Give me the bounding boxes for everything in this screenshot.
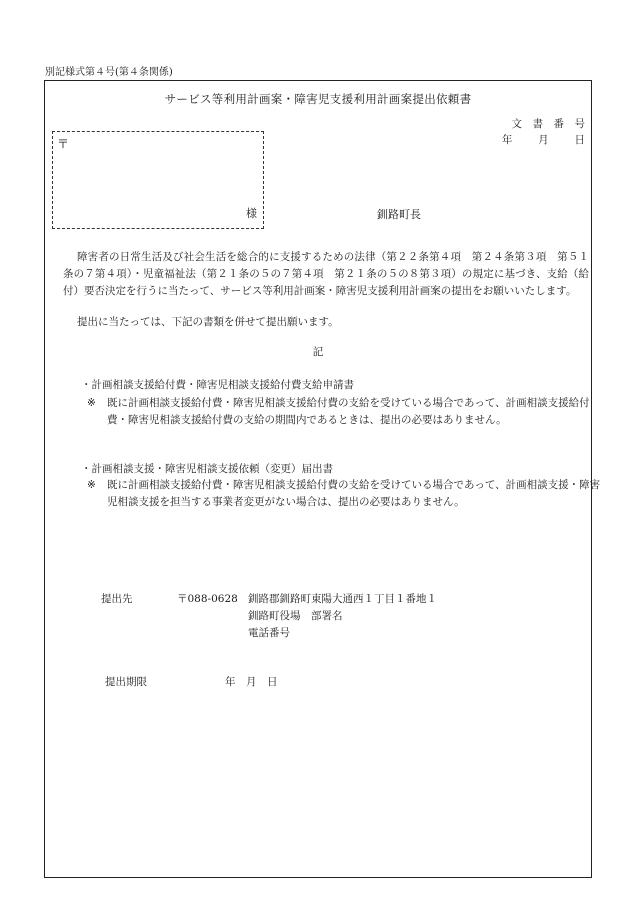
postal-mark-icon: 〒 bbox=[57, 137, 70, 151]
deadline-date: 年 月 日 bbox=[225, 676, 278, 688]
item-note-text: 既に計画相談支援給付費・障害児相談支援給付費の支給を受けている場合であって、計画相談支援・障害児相談支援を担当する事業者変更がない場合は、提出の必要はありません。 bbox=[107, 479, 601, 508]
item-heading-application: ・計画相談支援給付費・障害児相談支援給付費支給申請書 bbox=[81, 379, 354, 391]
request-paragraph: 障害者の日常生活及び社会生活を総合的に支援するための法律（第２２条第４項 第２４条第３項 第５１条の７第４項）・児童福祉法（第２１条の５の７第４項 第２１条の５の８第３項）の規定に基づき、支給（給付）要否決定を行うに当たって、サービス等利用計画案・障害児支援利用計画案の提出をお願いいたします。 bbox=[63, 251, 589, 297]
deadline-label: 提出期限 bbox=[105, 676, 147, 688]
attachment-instruction: 提出に当たっては、下記の書類を併せて提出願います。 bbox=[77, 316, 339, 328]
recipient-address-box bbox=[52, 131, 264, 229]
submission-phone: 電話番号 bbox=[248, 627, 290, 639]
sender-name: 釧路町長 bbox=[377, 208, 421, 221]
note-mark-icon: ※ bbox=[87, 397, 96, 409]
item-note-notification bbox=[87, 477, 603, 511]
item-note-text: 既に計画相談支援給付費・障害児相談支援給付費の支給を受けている場合であって、計画相談支援給付費・障害児相談支援給付費の支給の期間内であるときは、提出の必要はありません。 bbox=[107, 397, 590, 426]
document-title: サービス等利用計画案・障害児支援利用計画案提出依頼書 bbox=[164, 92, 472, 106]
document-date-label: 年 月 日 bbox=[501, 134, 585, 146]
document-number-label: 文 書 番 号 bbox=[511, 118, 585, 130]
recipient-honorific: 様 bbox=[246, 207, 257, 220]
note-mark-icon: ※ bbox=[87, 479, 96, 491]
ki-heading: 記 bbox=[312, 346, 324, 358]
form-frame bbox=[44, 80, 601, 878]
submission-address: 釧路郡釧路町東陽大通西１丁目１番地１ bbox=[248, 593, 437, 605]
submission-postal-code: 〒088-0628 bbox=[177, 593, 238, 605]
submission-office: 釧路町役場 部署名 bbox=[248, 610, 343, 622]
item-note-application bbox=[87, 395, 603, 429]
form-number-label: 別記様式第４号(第４条関係) bbox=[45, 67, 173, 78]
submission-label: 提出先 bbox=[101, 593, 133, 605]
item-heading-notification: ・計画相談支援・障害児相談支援依頼（変更）届出書 bbox=[81, 463, 333, 475]
